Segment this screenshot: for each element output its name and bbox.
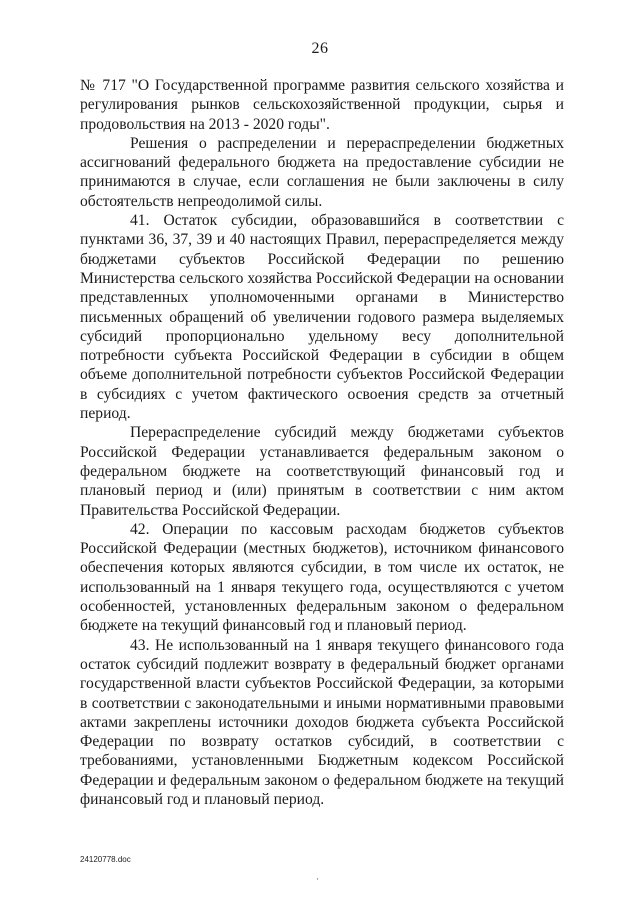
paragraph-redistribution: Перераспределение субсидий между бюджетами субъектов Российской Федерации устанавливается федеральным законом о федеральном бюджете на соответствующий финансовый год и плановый период и (или) принятым в соответствии с ним актом Правительства Российской Федерации. (80, 424, 564, 519)
paragraph-decisions: Решения о распределении и перераспределении бюджетных ассигнований федерального бюджета на предоставление субсидии не принимаются в случае, если соглашения не были заключены в силу обстоятельств непреодолимой силы. (80, 134, 564, 210)
paragraph-41: 41. Остаток субсидии, образовавшийся в соответствии с пунктами 36, 37, 39 и 40 настоящих Правил, перераспределяется между бюджетами субъектов Российской Федерации по решению Министерства сельского хозяйства Российской Федерации на основании представленных уполномоченными органами в Министерство письменных обращений об увеличении годового размера выделяемых субсидий пропорционально удельному весу дополнительной потребности субъекта Российской Федерации в субсидии в общем объеме дополнительной потребности субъектов Российской Федерации в субсидиях с учетом фактического освоения средств за отчетный период. (80, 212, 564, 423)
paragraph-43: 43. Не использованный на 1 января текущего финансового года остаток субсидий подлежит возврату в федеральный бюджет органами государственной власти субъектов Российской Федерации, за которыми в соответствии с законодательными и иными нормативными правовыми актами закреплены источники доходов бюджета субъекта Российской Федерации по возврату остатков субсидий, в соответствии с требованиями, установленными Бюджетным кодексом Российской Федерации и федеральным законом о федеральном бюджете на текущий финансовый год и плановый период. (80, 636, 564, 808)
footer-mark: · (316, 874, 319, 884)
paragraph-continuation: № 717 "О Государственной программе развития сельского хозяйства и регулирования рынков сельскохозяйственной продукции, сырья и продовольствия на 2013 - 2020 годы". (80, 77, 564, 133)
paragraph-42: 42. Операции по кассовым расходам бюджетов субъектов Российской Федерации (местных бюджетов), источником финансового обеспечения которых являются субсидии, в том числе их остаток, не использованный на 1 января текущего года, осуществляются с учетом особенностей, установленных федеральным законом о федеральном бюджете на текущий финансовый год и плановый период. (80, 520, 564, 635)
page-number: 26 (311, 40, 329, 57)
body-text (80, 76, 564, 809)
document-code: 24120778.doc (80, 855, 131, 864)
